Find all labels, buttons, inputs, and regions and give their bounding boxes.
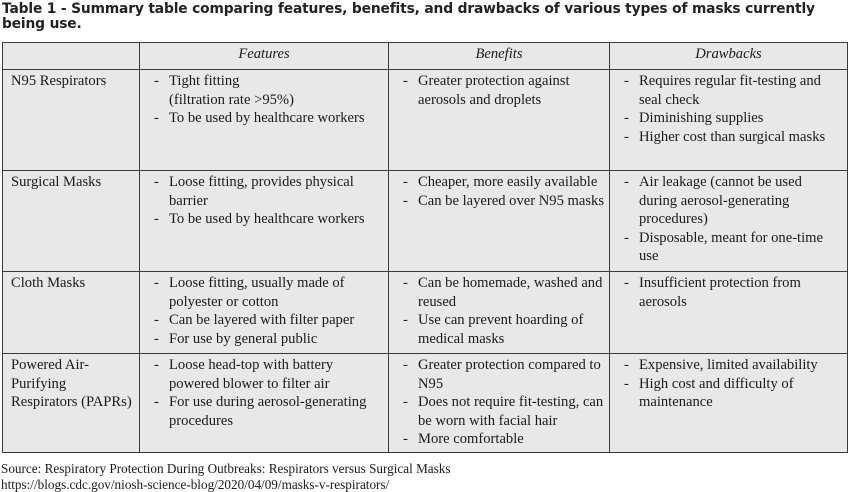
header-row bbox=[3, 43, 848, 70]
features-cell bbox=[140, 171, 389, 272]
benefits-list bbox=[395, 72, 605, 109]
list-item: - Can be layered with filter paper bbox=[154, 311, 384, 330]
list-item: - Greater protection compared to N95 bbox=[403, 356, 605, 393]
features-list bbox=[146, 173, 384, 229]
list-item: - Cheaper, more easily available bbox=[403, 173, 605, 192]
benefits-cell bbox=[389, 70, 610, 171]
features-list bbox=[146, 72, 384, 128]
benefits-cell bbox=[389, 272, 610, 354]
list-item: - For use by general public bbox=[154, 330, 384, 349]
list-item: - Use can prevent hoarding of medical masks bbox=[403, 311, 605, 348]
source-url: https://blogs.cdc.gov/niosh-science-blog/2020/04/09/masks-v-respirators/ bbox=[1, 476, 390, 492]
list-item: - Insufficient protection from aerosols bbox=[624, 274, 843, 311]
list-item: - Tight fitting (filtration rate >95%) bbox=[154, 72, 384, 109]
drawbacks-cell bbox=[610, 171, 848, 272]
header-cell-benefits: Benefits bbox=[389, 43, 610, 70]
list-item: - Requires regular fit-testing and seal check bbox=[624, 72, 843, 109]
features-list bbox=[146, 356, 384, 430]
drawbacks-cell bbox=[610, 272, 848, 354]
table-caption: Table 1 - Summary table comparing features, benefits, and drawbacks of various types of masks currently being use. bbox=[2, 1, 815, 32]
drawbacks-cell bbox=[610, 70, 848, 171]
list-item: - For use during aerosol-generating procedures bbox=[154, 393, 384, 430]
row-header-cell: Powered Air-Purifying Respirators (PAPRs) bbox=[3, 354, 140, 453]
list-item: - Does not require fit-testing, can be worn with facial hair bbox=[403, 393, 605, 430]
header-cell-features: Features bbox=[140, 43, 389, 70]
drawbacks-list bbox=[616, 173, 843, 266]
row-header-cell: Surgical Masks bbox=[3, 171, 140, 272]
benefits-list bbox=[395, 356, 605, 449]
drawbacks-list bbox=[616, 356, 843, 412]
list-item: - Can be homemade, washed and reused bbox=[403, 274, 605, 311]
list-item: - Expensive, limited availability bbox=[624, 356, 843, 375]
list-item: - Loose fitting, usually made of polyester or cotton bbox=[154, 274, 384, 311]
table-row bbox=[3, 70, 848, 171]
features-cell bbox=[140, 354, 389, 453]
header-cell-corner bbox=[3, 43, 140, 70]
row-header-cell: Cloth Masks bbox=[3, 272, 140, 354]
list-item: - Disposable, meant for one-time use bbox=[624, 229, 843, 266]
benefits-list bbox=[395, 274, 605, 348]
table-row bbox=[3, 272, 848, 354]
drawbacks-list bbox=[616, 274, 843, 311]
list-item: - To be used by healthcare workers bbox=[154, 109, 384, 128]
list-item: - Higher cost than surgical masks bbox=[624, 128, 843, 147]
source-citation bbox=[1, 461, 451, 492]
source-title: Source: Respiratory Protection During Outbreaks: Respirators versus Surgical Masks bbox=[1, 461, 451, 476]
drawbacks-cell bbox=[610, 354, 848, 453]
benefits-cell bbox=[389, 354, 610, 453]
drawbacks-list bbox=[616, 72, 843, 146]
list-item: - Loose fitting, provides physical barrier bbox=[154, 173, 384, 210]
list-item: - High cost and difficulty of maintenance bbox=[624, 375, 843, 412]
row-header-cell: N95 Respirators bbox=[3, 70, 140, 171]
table-row bbox=[3, 171, 848, 272]
mask-comparison-table bbox=[2, 42, 848, 453]
table-row bbox=[3, 354, 848, 453]
features-list bbox=[146, 274, 384, 348]
features-cell bbox=[140, 272, 389, 354]
header-cell-drawbacks: Drawbacks bbox=[610, 43, 848, 70]
benefits-cell bbox=[389, 171, 610, 272]
list-item: - Loose head-top with battery powered blower to filter air bbox=[154, 356, 384, 393]
features-cell bbox=[140, 70, 389, 171]
list-item: - Can be layered over N95 masks bbox=[403, 192, 605, 211]
list-item: - More comfortable bbox=[403, 430, 605, 449]
benefits-list bbox=[395, 173, 605, 210]
table-body bbox=[3, 70, 848, 453]
list-item: - Greater protection against aerosols and droplets bbox=[403, 72, 605, 109]
list-item: - To be used by healthcare workers bbox=[154, 210, 384, 229]
list-item: - Diminishing supplies bbox=[624, 109, 843, 128]
list-item: - Air leakage (cannot be used during aerosol-generating procedures) bbox=[624, 173, 843, 229]
